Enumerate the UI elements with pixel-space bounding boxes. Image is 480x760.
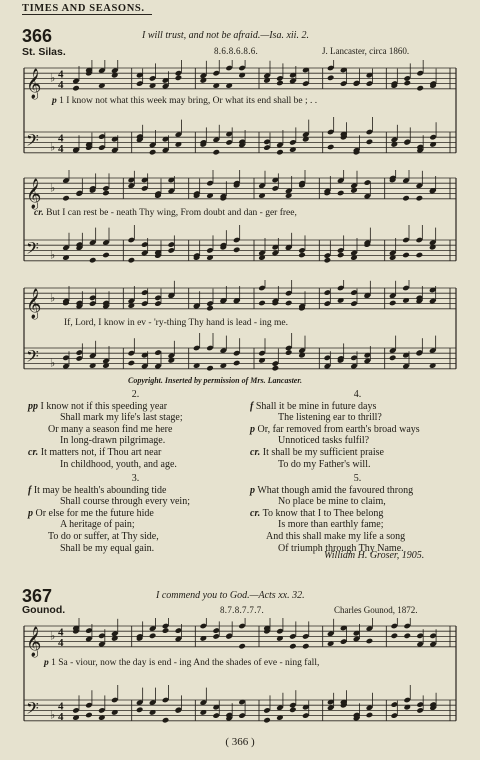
hymn-366-system-1: [20, 60, 462, 162]
dynamic-mark: cr.: [28, 446, 39, 458]
dynamic-mark: f: [28, 484, 32, 496]
verse-block-2: [28, 389, 243, 470]
hymn-366-number: 366: [22, 26, 53, 46]
verse-block-5: [250, 473, 465, 554]
verse-block-4: [250, 389, 465, 470]
note-head: [162, 627, 170, 634]
lyric-text: But I can rest be - neath Thy wing, From doubt and dan - ger free,: [46, 208, 297, 218]
note-head: [212, 149, 220, 156]
verse-line: No place be mine to claim,: [278, 496, 386, 508]
hymn-366-author: William H. Groser, 1905.: [324, 550, 425, 561]
dynamic-mark: cr.: [34, 208, 44, 218]
note-head: [149, 149, 157, 156]
dynamic-mark: cr.: [250, 446, 261, 458]
page-number: ( 366 ): [225, 736, 255, 748]
hymn-367-tune-name: Gounod.: [22, 604, 66, 616]
note-head: [416, 195, 424, 202]
hymn-366-lyric-line-1: [52, 96, 317, 106]
dynamic-mark: p: [250, 423, 255, 435]
hymn-366-meter: 8.6.8.6.8.6.: [214, 46, 259, 56]
verse-number: 1: [59, 96, 64, 106]
verse-line: Shall mark my life's last stage;: [60, 412, 183, 424]
header-rule: [22, 14, 152, 15]
verse-line: Or many a season find me here: [48, 423, 173, 435]
note-head: [366, 139, 374, 146]
verse-line: Or, far removed from earth's broad ways: [257, 423, 420, 435]
bass-clef-icon: 𝄢: [26, 697, 39, 722]
verse-line: The listening ear to thrill?: [278, 412, 382, 424]
flat-icon: ♭: [50, 141, 56, 154]
time-signature-top: 4: [58, 700, 64, 713]
note-head: [285, 349, 293, 356]
verse-line: Of triumph through Thy Name.: [278, 542, 404, 554]
verse-line: To do or suffer, at Thy side,: [48, 530, 159, 542]
time-signature-top: 4: [58, 626, 64, 639]
bass-clef-icon: 𝄢: [26, 345, 39, 370]
note-head: [289, 707, 297, 714]
verse-line: It may be health's abounding tide: [33, 484, 167, 496]
verse-line: A heritage of pain;: [60, 519, 135, 531]
treble-clef-icon: 𝄞: [26, 288, 42, 319]
verse-line: Or else for me the future hide: [35, 507, 154, 519]
hymn-366-tune-name: St. Silas.: [22, 46, 66, 58]
hymn-366-lyric-line-3: [64, 318, 288, 328]
verse-number: 5.: [353, 473, 362, 484]
note-head: [62, 195, 70, 202]
verse-line: In long-drawn pilgrimage.: [60, 435, 166, 447]
verse-line: In childhood, youth, and age.: [60, 458, 177, 470]
time-signature-bottom: 4: [58, 78, 64, 91]
dynamic-mark: pp: [28, 400, 38, 412]
note-head: [324, 257, 332, 264]
running-head: TIMES AND SEASONS.: [22, 3, 145, 14]
note-head: [238, 643, 246, 650]
time-signature-top: 4: [58, 68, 64, 81]
lyric-text: If, Lord, I know in ev - 'ry-thing Thy hand is lead - ing me.: [64, 318, 288, 328]
verse-number: 1: [51, 658, 56, 668]
hymn-366-system-2: [20, 170, 462, 270]
hymn-367-composer: Charles Gounod, 1872.: [334, 605, 418, 615]
verse-number: 3.: [131, 473, 140, 484]
dynamic-mark: p: [52, 96, 57, 106]
verse-line: What though amid the favoured throng: [257, 484, 414, 496]
treble-clef-icon: 𝄞: [26, 68, 42, 99]
note-head: [416, 85, 424, 92]
note-head: [233, 360, 241, 367]
note-head: [136, 707, 144, 714]
note-head: [403, 80, 411, 87]
note-head: [72, 85, 80, 92]
note-head: [263, 717, 271, 724]
note-head: [175, 75, 183, 82]
note-head: [302, 643, 310, 650]
hymn-367-system-1: [20, 618, 462, 730]
treble-clef-icon: 𝄞: [26, 178, 42, 209]
time-signature-bottom: 4: [58, 636, 64, 649]
note-head: [276, 149, 284, 156]
verse-line: Shall course through every vein;: [60, 496, 190, 508]
hymn-367-lyric-line-1: [44, 658, 319, 668]
note-head: [366, 712, 374, 719]
note-head: [391, 633, 399, 640]
note-head: [389, 355, 397, 362]
note-head: [258, 300, 266, 307]
verse-line: To do my Father's will.: [278, 458, 371, 470]
flat-icon: ♭: [50, 182, 56, 195]
hymn-366-lyric-line-2: [34, 208, 297, 218]
hymn-366-system-3: [20, 280, 462, 378]
hymn-367-text-reference: I commend you to God.—Acts xx. 32.: [156, 590, 305, 601]
note-head: [149, 633, 157, 640]
hymn-367-meter: 8.7.8.7.7.7.: [220, 605, 265, 615]
note-head: [206, 365, 214, 372]
note-head: [289, 643, 297, 650]
verse-line: To know that I to Thee belong: [262, 507, 384, 519]
note-head: [233, 247, 241, 254]
verse-number: 4.: [353, 389, 362, 400]
bass-clef-icon: 𝄢: [26, 237, 39, 262]
lyric-text: I know not what this week may bring, Or what its end shall be ; . .: [66, 96, 318, 106]
verse-number: 2.: [131, 389, 140, 400]
note-head: [272, 365, 280, 372]
note-head: [102, 190, 110, 197]
note-head: [89, 257, 97, 264]
flat-icon: ♭: [50, 249, 56, 262]
dynamic-mark: cr.: [250, 507, 261, 519]
note-head: [416, 252, 424, 259]
hymn-366-composer: J. Lancaster, circa 1860.: [322, 46, 410, 56]
flat-icon: ♭: [50, 292, 56, 305]
verse-line: I know not if this speeding year: [40, 400, 168, 412]
note-head: [366, 638, 374, 645]
dynamic-mark: p: [44, 658, 49, 668]
flat-icon: ♭: [50, 357, 56, 370]
verse-line: Is more than earthly fame;: [278, 519, 384, 531]
flat-icon: ♭: [50, 709, 56, 722]
dynamic-mark: p: [250, 484, 255, 496]
time-signature-bottom: 4: [58, 710, 64, 723]
bass-clef-icon: 𝄢: [26, 129, 39, 154]
note-head: [102, 252, 110, 259]
note-head: [285, 300, 293, 307]
copyright-notice: Copyright. Inserted by permission of Mrs. Lancaster.: [128, 376, 303, 385]
note-head: [128, 360, 136, 367]
note-head: [162, 717, 170, 724]
note-head: [128, 257, 136, 264]
note-head: [402, 252, 410, 259]
note-head: [327, 75, 335, 82]
note-head: [85, 712, 93, 719]
flat-icon: ♭: [50, 630, 56, 643]
hymn-367-number: 367: [22, 586, 53, 606]
verse-line: It shall be my sufficient praise: [262, 446, 384, 458]
note-head: [389, 300, 397, 307]
note-head: [206, 305, 214, 312]
note-head: [327, 144, 335, 151]
note-head: [276, 80, 284, 87]
treble-clef-icon: 𝄞: [26, 626, 42, 657]
note-head: [298, 252, 306, 259]
note-head: [402, 195, 410, 202]
note-head: [403, 633, 411, 640]
dynamic-mark: p: [28, 507, 33, 519]
flat-icon: ♭: [50, 72, 56, 85]
verse-line: Unnoticed tasks fulfil?: [278, 435, 370, 447]
dynamic-mark: f: [250, 400, 254, 412]
lyric-text: Sa - viour, now the day is end - ing And the shades of eve - ning fall,: [58, 658, 320, 668]
verse-line: And this shall make my life a song: [266, 530, 406, 542]
time-signature-bottom: 4: [58, 142, 64, 155]
hymn-366-text-reference: I will trust, and not be afraid.—Isa. xii. 2.: [142, 30, 309, 41]
note-head: [337, 190, 345, 197]
note-head: [337, 252, 345, 259]
time-signature-top: 4: [58, 132, 64, 145]
verse-line: It matters not, if Thou art near: [40, 446, 162, 458]
verse-line: Shall be my equal gain.: [60, 542, 155, 554]
verse-block-3: [28, 473, 243, 554]
verse-line: Shall it be mine in future days: [255, 400, 377, 412]
